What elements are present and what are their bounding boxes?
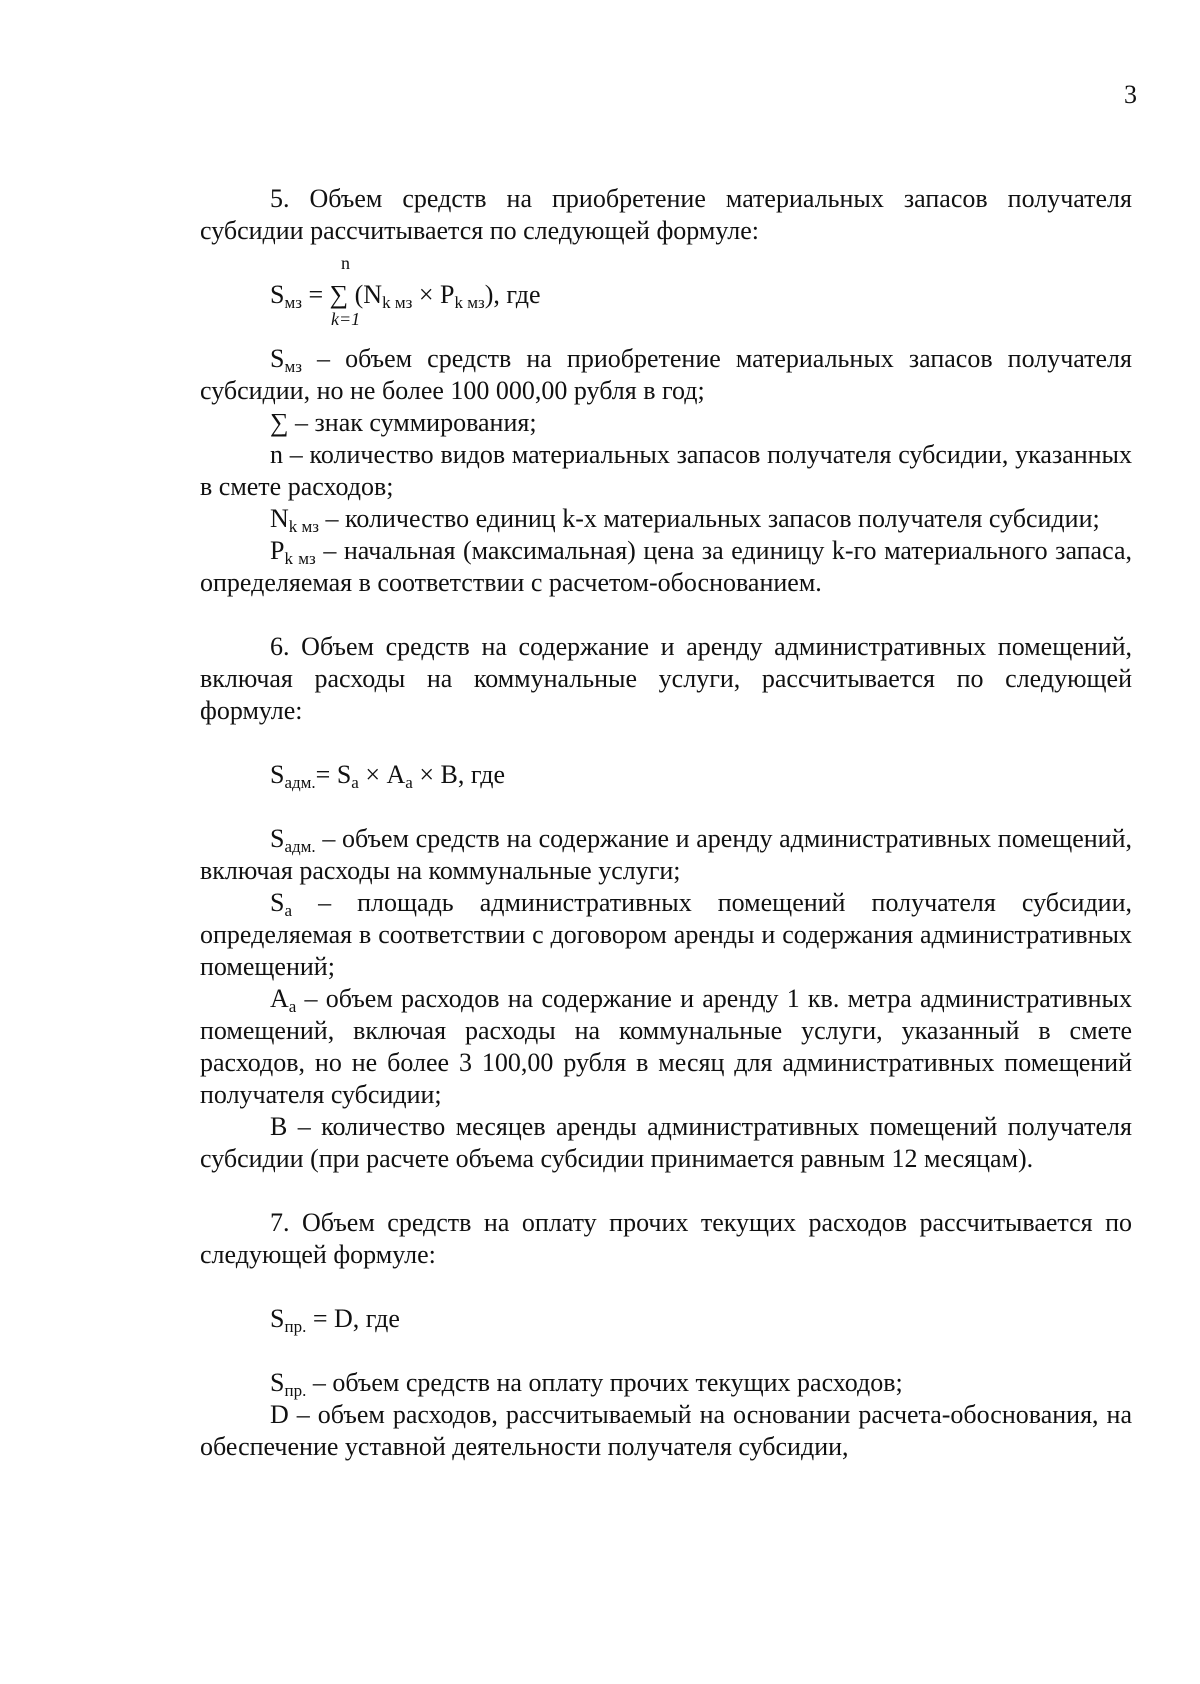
def-nk: $N_{k мз}$ – количество единиц k-х материальных запасов получателя субсидии;	[270, 504, 1100, 536]
formula-spr: $S_{пр.} = D$, где	[270, 1304, 400, 1336]
def-d: D – объем расходов, рассчитываемый на основании расчета-обоснования, на обеспечение уставной деятельности получателя субсидии,	[200, 1400, 1132, 1461]
sum-lower-limit: k=1	[331, 309, 361, 329]
def-aa: $А_а$ – объем расходов на содержание и аренду 1 кв. метра административных помещений, включая расходы на коммунальные услуги, указанный в смете расходов, но не более 3 100,00 рубля в месяц для административных помещений получателя субсидии;	[200, 984, 1132, 1109]
formula-smz-body: $S_{мз}$ = ∑ $(N_{k мз} \times P_{k мз})$, где	[270, 280, 541, 312]
document-body	[200, 183, 1132, 1463]
def-smz: $S_{мз}$ – объем средств на приобретение материальных запасов получателя субсидии, но не более 100 000,00 рубля в год;	[200, 344, 1132, 405]
page-number: 3	[1124, 80, 1137, 109]
def-n: n – количество видов материальных запасов получателя субсидии, указанных в смете расходов;	[200, 440, 1132, 501]
sum-upper-limit: n	[341, 253, 350, 273]
def-sum: ∑ – знак суммирования;	[270, 408, 537, 437]
section-5-intro: 5. Объем средств на приобретение материальных запасов получателя субсидии рассчитывается по следующей формуле:	[200, 184, 1132, 245]
formula-smz	[200, 247, 1132, 343]
def-sa: $S_а$ – площадь административных помещений получателя субсидии, определяемая в соответствии с договором аренды и содержания административных помещений;	[200, 888, 1132, 981]
def-sadm: $S_{адм.}$ – объем средств на содержание и аренду административных помещений, включая расходы на коммунальные услуги;	[200, 824, 1132, 885]
formula-sadm: $S_{адм.}= S_а \times А_а \times В$, где	[270, 760, 505, 792]
section-6-intro: 6. Объем средств на содержание и аренду административных помещений, включая расходы на коммунальные услуги, рассчитывается по следующей формуле:	[200, 632, 1132, 725]
def-b: В – количество месяцев аренды административных помещений получателя субсидии (при расчете объема субсидии принимается равным 12 месяцам).	[200, 1112, 1132, 1173]
def-pk: $P_{k мз}$ – начальная (максимальная) цена за единицу k-го материального запаса, определяемая в соответствии с расчетом-обоснованием.	[200, 536, 1132, 597]
def-spr: $S_{пр.}$ – объем средств на оплату прочих текущих расходов;	[270, 1368, 903, 1400]
section-7-intro: 7. Объем средств на оплату прочих текущих расходов рассчитывается по следующей формуле:	[200, 1208, 1132, 1269]
